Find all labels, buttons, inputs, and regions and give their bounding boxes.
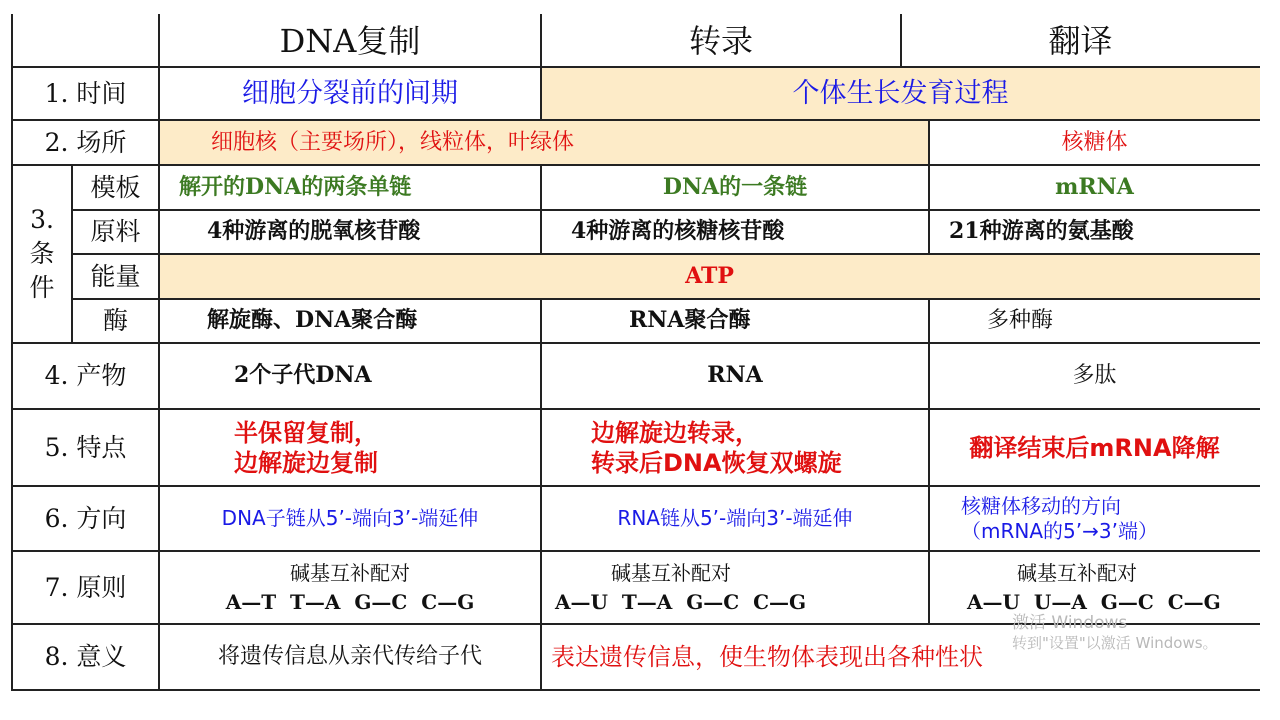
- enzyme-translation: 多种酶: [987, 308, 1054, 334]
- principle-transcription-line-1: 碱基互补配对: [611, 560, 731, 585]
- grid-line: [540, 165, 542, 254]
- sub-label-template: 模板: [90, 172, 141, 202]
- product-replication: 2个子代DNA: [234, 362, 372, 389]
- row-label-direction: 6. 方向: [44, 503, 127, 533]
- grid-line: [158, 14, 160, 691]
- material-transcription: 4种游离的核糖核苷酸: [571, 218, 785, 245]
- watermark-line-2: 转到"设置"以激活 Windows。: [1012, 634, 1218, 653]
- principle-transcription: [541, 551, 929, 624]
- row-label-principle: 7. 原则: [44, 572, 127, 602]
- sub-label-energy: 能量: [90, 261, 141, 291]
- principle-replication-line-2: A—T T—A G—C C—G: [225, 589, 475, 614]
- significance-replication: 将遗传信息从亲代传给子代: [217, 644, 482, 670]
- grid-line: [12, 119, 1260, 121]
- conditions-label-char-1: 条: [29, 239, 55, 269]
- energy-all: ATP: [685, 262, 734, 289]
- grid-line: [540, 67, 542, 120]
- grid-line: [71, 165, 73, 343]
- row-label-product: 4. 产物: [44, 361, 127, 391]
- principle-translation-line-1: 碱基互补配对: [1017, 560, 1137, 585]
- conditions-label-num: 3.: [30, 205, 54, 235]
- time-expression: 个体生长发育过程: [792, 77, 1009, 109]
- grid-line: [928, 299, 930, 624]
- enzyme-transcription: RNA聚合酶: [629, 307, 751, 334]
- grid-line: [12, 164, 1260, 166]
- conditions-label-char-2: 件: [29, 272, 55, 302]
- direction-translation-line-1: 核糖体移动的方向: [961, 493, 1121, 518]
- direction-transcription: RNA链从5’-端向3’-端延伸: [617, 506, 853, 530]
- grid-line: [540, 299, 542, 691]
- grid-line: [12, 66, 1260, 68]
- sub-label-enzyme: 酶: [102, 306, 128, 336]
- header-translation: 翻译: [1048, 21, 1113, 60]
- principle-replication: [159, 551, 541, 624]
- grid-line: [72, 209, 1260, 211]
- feature-replication: [159, 409, 541, 486]
- principle-transcription-line-2: A—U T—A G—C C—G: [555, 589, 807, 614]
- template-translation: mRNA: [1055, 173, 1134, 200]
- product-translation: 多肽: [1072, 363, 1117, 389]
- direction-translation-line-2: （mRNA的5’→3’端）: [961, 518, 1158, 543]
- time-replication: 细胞分裂前的间期: [242, 77, 458, 109]
- site-translation: 核糖体: [1061, 129, 1128, 155]
- principle-translation-line-2: A—U U—A G—C C—G: [967, 589, 1221, 614]
- grid-line: [12, 550, 1260, 552]
- enzyme-replication: 解旋酶、DNA聚合酶: [207, 307, 418, 334]
- header-transcription: 转录: [688, 21, 753, 60]
- feature-translation: 翻译结束后mRNA降解: [969, 433, 1220, 462]
- row-label-site: 2. 场所: [44, 127, 127, 157]
- row-label-conditions: [12, 165, 72, 343]
- sub-label-material: 原料: [90, 217, 141, 247]
- grid-line: [72, 253, 1260, 255]
- grid-line: [12, 342, 1260, 344]
- template-replication: 解开的DNA的两条单链: [179, 173, 412, 200]
- header-dna-replication: DNA复制: [279, 21, 421, 60]
- row-label-time: 1. 时间: [44, 78, 127, 108]
- watermark-line-1: 激活 Windows: [1012, 613, 1128, 633]
- grid-line: [12, 408, 1260, 410]
- grid-line: [72, 298, 1260, 300]
- grid-line: [900, 14, 902, 67]
- grid-line: [928, 120, 930, 254]
- windows-activation-watermark: [1012, 612, 1218, 654]
- row-label-significance: 8. 意义: [44, 642, 127, 672]
- feature-transcription: [541, 409, 929, 486]
- site-replication-transcription: 细胞核（主要场所），线粒体，叶绿体: [211, 129, 575, 155]
- feature-replication-line-2: 边解旋边复制: [234, 448, 378, 477]
- feature-transcription-line-1: 边解旋边转录，: [591, 418, 759, 447]
- product-transcription: RNA: [707, 362, 763, 389]
- grid-line: [12, 485, 1260, 487]
- material-replication: 4种游离的脱氧核苷酸: [207, 218, 421, 245]
- grid-line: [11, 14, 13, 691]
- direction-translation: [929, 486, 1260, 551]
- row-label-feature: 5. 特点: [44, 432, 127, 462]
- feature-transcription-line-2: 转录后DNA恢复双螺旋: [591, 448, 842, 477]
- grid-line: [540, 14, 542, 67]
- material-translation: 21种游离的氨基酸: [949, 218, 1134, 245]
- template-transcription: DNA的一条链: [662, 173, 808, 200]
- grid-line: [12, 689, 1260, 691]
- principle-replication-line-1: 碱基互补配对: [290, 560, 410, 585]
- significance-expression: 表达遗传信息，使生物体表现出各种性状: [551, 643, 983, 671]
- direction-replication: DNA子链从5’-端向3’-端延伸: [221, 506, 479, 530]
- feature-replication-line-1: 半保留复制，: [234, 418, 378, 447]
